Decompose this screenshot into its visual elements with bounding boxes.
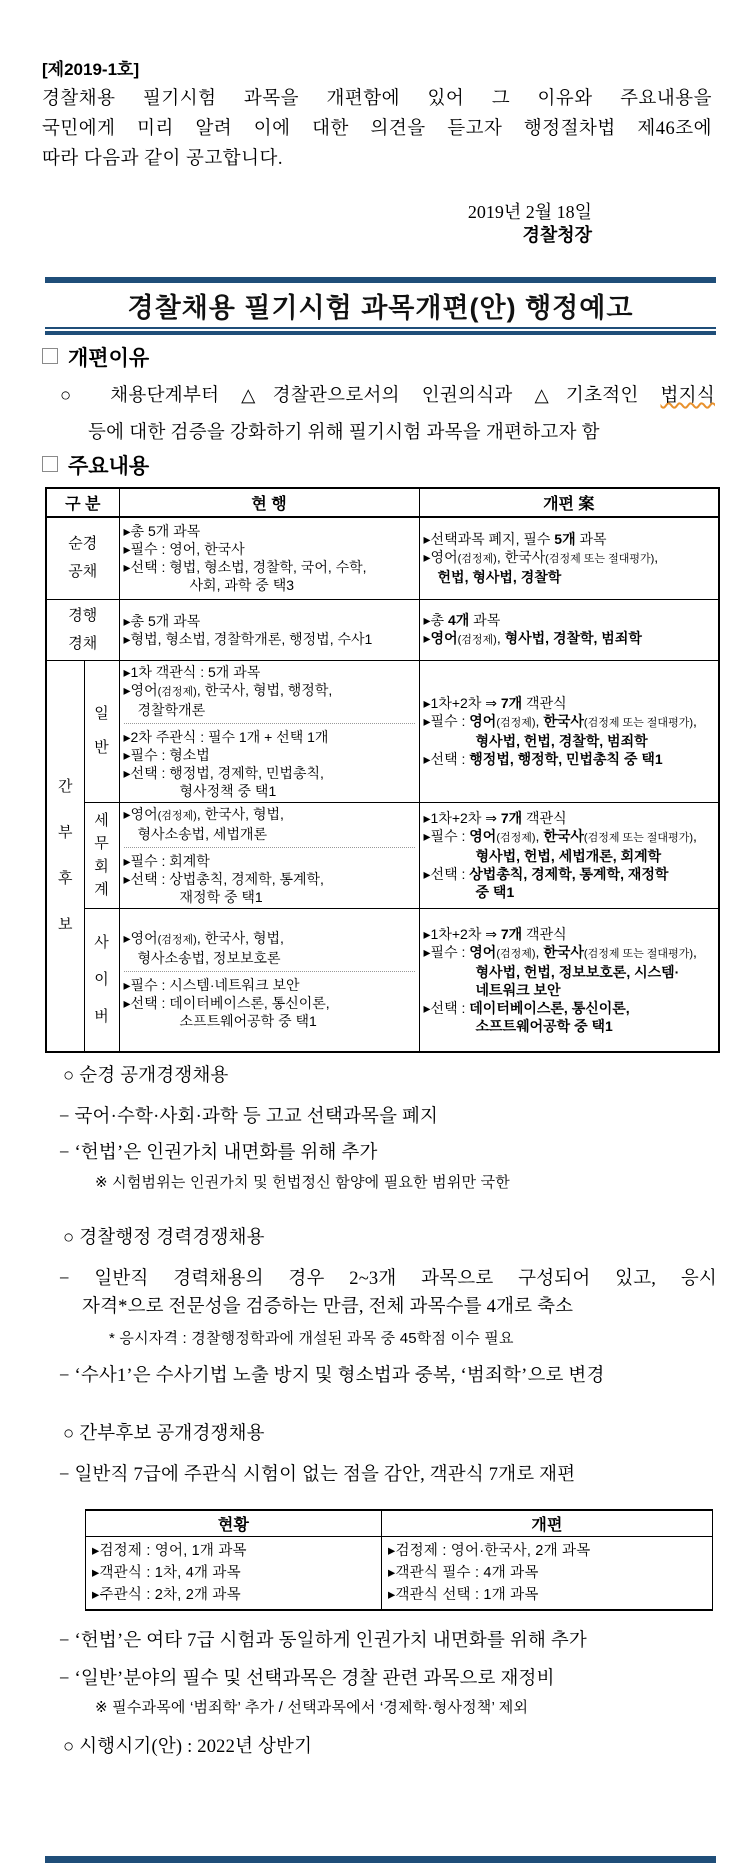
- gyeonghaeng-current-cell: ▸총 5개 과목 ▸형법, 형소법, 경찰학개론, 행정법, 수사1: [119, 599, 419, 660]
- col-header-category: 구 분: [46, 488, 119, 517]
- table-row: [46, 599, 719, 660]
- note-eligibility: * 응시자격 : 경찰행정학과에 개설된 과목 중 45학점 이수 필요: [109, 1330, 514, 1347]
- note-ganbu-heading: ○ 간부후보 공개경쟁채용: [63, 1424, 265, 1444]
- mini-table-header-row: [86, 1510, 713, 1537]
- ilban-reform-cell: ▸1차+2차 ⇒ 7개 객관식 ▸필수 : 영어(검정제), 한국사(검정제 또는 절대평가), 형사법, 헌법, 경찰학, 범죄학 ▸선택 : 행정법, 행정학, 민법총칙 중 택1: [419, 660, 719, 802]
- note-constitution-7th: − ‘헌법’은 여타 7급 시험과 동일하게 인권가치 내면화를 위해 추가: [59, 1631, 588, 1651]
- mini-current-cell: ▸검정제 : 영어, 1개 과목 ▸객관식 : 1차, 4개 과목 ▸주관식 : 2차, 2개 과목: [86, 1537, 382, 1611]
- semu-reform-cell: ▸1차+2차 ⇒ 7개 객관식 ▸필수 : 영어(검정제), 한국사(검정제 또는 절대평가), 형사법, 헌법, 세법개론, 회계학 ▸선택 : 상법총칙, 경제학, 통계학, 재정학 중 택1: [419, 802, 719, 908]
- row-label-semu-hoegye: 세무회계: [84, 802, 119, 908]
- notes-section: [45, 1048, 717, 1761]
- ilban-current-cell: ▸1차 객관식 : 5개 과목 ▸영어(검정제), 한국사, 형법, 행정학, 경찰학개론 ▸2차 주관식 : 필수 1개 + 선택 1개 ▸필수 : 형소법 ▸선택 : 행정법, 경제학, 민법총칙, 형사정책 중 택1: [119, 660, 419, 802]
- row-label-cyber: 사이버: [84, 908, 119, 1052]
- section-heading-main: [42, 450, 149, 480]
- row-label-ilban: 일반: [84, 660, 119, 802]
- row-label-sungyeong: 순경 공채: [46, 517, 119, 599]
- col-header-current: 현 행: [119, 488, 419, 517]
- section-heading-main-label: 주요내용: [68, 455, 150, 478]
- table-row: [46, 908, 719, 1052]
- table-header-row: [46, 488, 719, 517]
- page-title: 경찰채용 필기시험 과목개편(안) 행정예고: [127, 293, 634, 323]
- mini-table-body-row: [86, 1537, 713, 1611]
- note-career-recruit: − 일반직 경력채용의 경우 2~3개 과목으로 구성되어 있고, 응시 자격*으로 전문성을 검증하는 만큼, 전체 과목수를 4개로 축소: [59, 1269, 717, 1317]
- title-bottom-rule: [45, 327, 716, 335]
- table-row: [46, 802, 719, 908]
- table-row: [46, 660, 719, 802]
- note-implementation-time: ○ 시행시기(안) : 2022년 상반기: [63, 1737, 313, 1757]
- row-label-ganbu-hubo: 간부후보: [46, 660, 84, 1052]
- cyber-current-cell: ▸영어(검정제), 한국사, 형법, 형사소송법, 정보보호론 ▸필수 : 시스템·네트워크 보안 ▸선택 : 데이터베이스론, 통신이론, 소프트웨어공학 중 택1: [119, 908, 419, 1052]
- subject-reform-table: [45, 487, 720, 1053]
- title-band: [45, 277, 716, 335]
- note-criminology-added: ※ 필수과목에 ‘범죄학’ 추가 / 선택과목에서 ‘경제학·형사정책’ 제외: [95, 1699, 529, 1716]
- mini-reform-cell: ▸검정제 : 영어·한국사, 2개 과목 ▸객관식 필수 : 4개 과목 ▸객관식 선택 : 1개 과목: [382, 1537, 713, 1611]
- note-gyeonghaeng-heading: ○ 경찰행정 경력경쟁채용: [63, 1228, 265, 1248]
- gyeonghaeng-reform-cell: ▸총 4개 과목 ▸영어(검정제), 형사법, 경찰학, 범죄학: [419, 599, 719, 660]
- note-abolish-subjects: − 국어·수학·사회·과학 등 고교 선택과목을 폐지: [59, 1107, 439, 1127]
- note-exam-scope: ※ 시험범위는 인권가치 및 헌법정신 함양에 필요한 범위만 국한: [95, 1174, 510, 1191]
- sungyeong-current-cell: ▸총 5개 과목 ▸필수 : 영어, 한국사 ▸선택 : 형법, 형소법, 경찰학, 국어, 수학, 사회, 과학 중 택3: [119, 517, 419, 599]
- square-bullet-icon: [42, 456, 58, 472]
- intro-line-3: 따라 다음과 같이 공고합니다.: [42, 149, 283, 169]
- cyber-reform-cell: ▸1차+2차 ⇒ 7개 객관식 ▸필수 : 영어(검정제), 한국사(검정제 또는 절대평가), 형사법, 헌법, 정보보호론, 시스템· 네트워크 보안 ▸선택 : 데이터베이스론, 통신이론, 소프트웨어공학 중 택1: [419, 908, 719, 1052]
- note-objective-reform: − 일반직 7급에 주관식 시험이 없는 점을 감안, 객관식 7개로 재편: [59, 1465, 576, 1485]
- section-heading-reason-label: 개편이유: [68, 347, 150, 370]
- note-ilban-reorg: − ‘일반’분야의 필수 및 선택과목은 경찰 관련 과목으로 재정비: [59, 1669, 555, 1689]
- semu-current-cell: ▸영어(검정제), 한국사, 형법, 형사소송법, 세법개론 ▸필수 : 회계학 ▸선택 : 상법총칙, 경제학, 통계학, 재정학 중 택1: [119, 802, 419, 908]
- notice-date: 2019년 2월 18일: [467, 202, 592, 222]
- intro-line-2: 국민에게 미리 알려 이에 대한 의견을 듣고자 행정절차법 제46조에: [42, 119, 712, 139]
- mini-col-header-reform: 개편: [382, 1510, 713, 1537]
- square-bullet-icon: [42, 348, 58, 364]
- signer: 경찰청장: [522, 225, 592, 245]
- reason-body: ○ 채용단계부터 △경찰관으로서의 인권의식과 △기초적인 법지식 등에 대한 검증을 강화하기 위해 필기시험 과목을 개편하고자 함: [60, 386, 715, 443]
- mini-col-header-current: 현황: [86, 1510, 382, 1537]
- section-heading-reason: [42, 342, 149, 372]
- row-label-gyeonghaeng: 경행 경채: [46, 599, 119, 660]
- footer-bar: [45, 1856, 716, 1863]
- ganbu-comparison-table: [85, 1509, 713, 1611]
- table-row: [46, 517, 719, 599]
- notice-number: [제2019-1호]: [42, 60, 140, 79]
- sungyeong-reform-cell: ▸선택과목 폐지, 필수 5개 과목 ▸영어(검정제), 한국사(검정제 또는 절대평가), 헌법, 형사법, 경찰학: [419, 517, 719, 599]
- note-sungyeong-heading: ○ 순경 공개경쟁채용: [63, 1066, 229, 1086]
- col-header-reform: 개편 案: [419, 488, 719, 517]
- intro-line-1: 경찰채용 필기시험 과목을 개편함에 있어 그 이유와 주요내용을: [42, 89, 712, 109]
- date-signer-block: [468, 201, 592, 247]
- note-susa1-change: − ‘수사1’은 수사기법 노출 방지 및 형소법과 중복, ‘범죄학’으로 변경: [59, 1366, 605, 1386]
- intro-paragraph: [42, 84, 712, 174]
- note-constitution-added: − ‘헌법’은 인권가치 내면화를 위해 추가: [59, 1143, 378, 1163]
